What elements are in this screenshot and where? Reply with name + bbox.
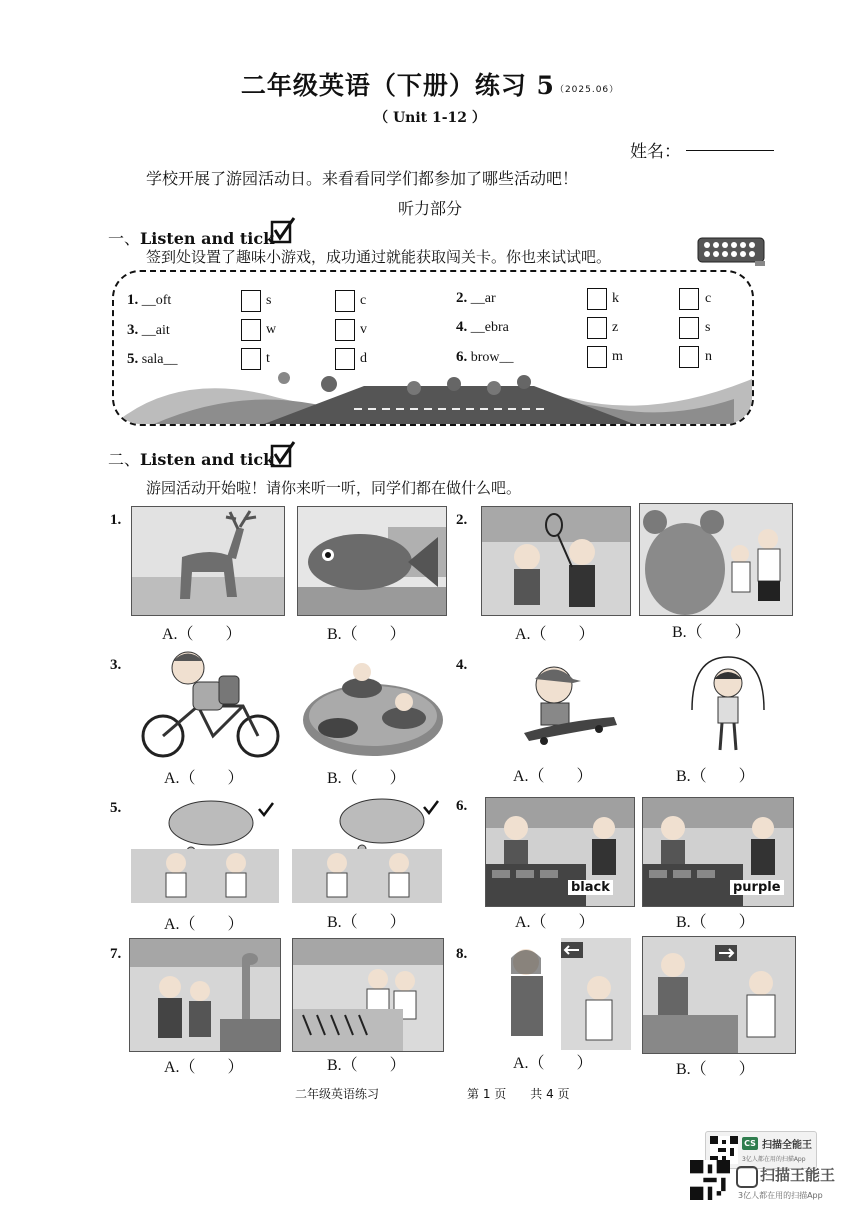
option-a-label[interactable]: A.（ ） (513, 768, 593, 785)
phonics-item-2: 2. __ar (456, 290, 496, 306)
option-b-label[interactable]: B.（ ） (327, 626, 406, 643)
section2-instruction: 游园活动开始啦！请你来听一听，同学们都在做什么吧。 (146, 479, 522, 497)
picture-deer-statue (131, 506, 285, 616)
label-black: black (568, 880, 613, 895)
checkbox-item2-b[interactable] (679, 288, 699, 310)
option-a-label[interactable]: A.（ ） (164, 770, 244, 787)
option-a-label[interactable]: A.（ ） (164, 916, 244, 933)
option-b-label[interactable]: B.（ ） (672, 624, 751, 641)
page-indicator: 第 1 页 共 4 页 (467, 1087, 570, 1101)
option-b-label[interactable]: B.（ ） (327, 770, 406, 787)
checkbox-item5-a[interactable] (241, 348, 261, 370)
picture-bumper-cars (302, 650, 444, 758)
option-letter: v (360, 322, 367, 337)
picture-teacher-right-sign (642, 936, 796, 1054)
pass-card-icon (697, 237, 767, 267)
option-a-label[interactable]: A.（ ） (515, 626, 595, 643)
qr-code-icon (690, 1160, 730, 1200)
option-a-label[interactable]: A.（ ） (515, 914, 595, 931)
question-number: 3. (110, 657, 122, 673)
footer-title: 二年级英语练习 (295, 1087, 380, 1101)
option-letter: c (360, 293, 367, 308)
picture-kids-thinking-b (292, 795, 442, 903)
phonics-item-6: 6. brow__ (456, 349, 514, 365)
option-letter: s (705, 320, 711, 335)
name-label: 姓名： (630, 142, 681, 162)
picture-boy-skateboard (499, 655, 624, 755)
option-b-label[interactable]: B.（ ） (327, 1057, 406, 1074)
picture-zebra-toys (292, 938, 444, 1052)
checkbox-item4-a[interactable] (587, 317, 607, 339)
option-letter: n (705, 349, 712, 364)
option-letter: z (612, 320, 619, 335)
option-b-label[interactable]: B.（ ） (327, 914, 406, 931)
checkbox-item5-b[interactable] (335, 348, 355, 370)
phonics-item-1: 1. __oft (127, 292, 172, 308)
picture-kids-thinking-a (131, 797, 279, 903)
option-a-label[interactable]: A.（ ） (164, 1059, 244, 1076)
checkbox-item6-a[interactable] (587, 346, 607, 368)
scanner-slogan: 3亿人都在用的扫描App (742, 1156, 806, 1163)
question-number: 5. (110, 800, 122, 816)
phonics-item-4: 4. __ebra (456, 319, 509, 335)
option-letter: t (266, 351, 270, 366)
option-letter: m (612, 349, 623, 364)
picture-fish-balloon (297, 506, 447, 616)
race-track-illustration (114, 364, 752, 424)
worksheet-title (0, 66, 860, 102)
tick-box-icon (270, 216, 296, 244)
checkbox-item2-a[interactable] (587, 288, 607, 310)
title-text: 二年级英语（下册）练习 5 (240, 71, 555, 100)
question-number: 1. (110, 512, 122, 528)
section2-heading (108, 447, 274, 470)
option-b-label[interactable]: B.（ ） (676, 1061, 755, 1078)
picture-kids-tennis (481, 506, 631, 616)
section2-title: Listen and tick (140, 450, 275, 469)
picture-boy-jump-rope (682, 655, 774, 760)
picture-bear-mascot (639, 503, 793, 616)
section1-number: 一、 (108, 229, 141, 248)
cs-logo: CS (742, 1137, 758, 1150)
scanner-brand: 扫描全能王 (762, 1140, 812, 1151)
checkbox-item3-a[interactable] (241, 319, 261, 341)
option-a-label[interactable]: A.（ ） (513, 1055, 593, 1072)
question-number: 4. (456, 657, 468, 673)
option-b-label[interactable]: B.（ ） (676, 768, 755, 785)
option-b-label[interactable]: B.（ ） (676, 914, 755, 931)
picture-boy-bike (133, 646, 285, 758)
scanner-slogan-large: 3亿人都在用的扫描App (738, 1191, 823, 1200)
tick-box-icon (270, 440, 296, 468)
phonics-item-3: 3. __ait (127, 322, 170, 338)
title-date: （2025.06） (554, 85, 620, 95)
checkbox-item6-b[interactable] (679, 346, 699, 368)
question-number: 2. (456, 512, 468, 528)
scanner-brand-large: 扫描王能王 (760, 1166, 836, 1184)
name-field[interactable] (686, 150, 774, 151)
question-number: 6. (456, 798, 468, 814)
phonics-game-box (112, 270, 754, 426)
listening-heading: 听力部分 (397, 199, 462, 218)
section1-instruction: 签到处设置了趣味小游戏，成功通过就能获取闯关卡。你也来试试吧。 (146, 248, 612, 266)
option-letter: c (705, 291, 712, 306)
question-number: 8. (456, 946, 468, 962)
option-letter: k (612, 291, 619, 306)
question-number: 7. (110, 946, 122, 962)
checkbox-item1-b[interactable] (335, 290, 355, 312)
checkbox-item4-b[interactable] (679, 317, 699, 339)
checkbox-item1-a[interactable] (241, 290, 261, 312)
picture-teacher-left-sign (481, 938, 631, 1050)
scanner-app-icon (736, 1166, 758, 1188)
phonics-item-5: 5. sala__ (127, 351, 178, 367)
unit-range: （ Unit 1-12 ） (374, 110, 486, 126)
option-letter: w (266, 322, 277, 337)
intro-text: 学校开展了游园活动日。来看看同学们都参加了哪些活动吧！ (146, 169, 579, 188)
option-letter: s (266, 293, 272, 308)
picture-giraffe-toys (129, 938, 281, 1052)
section2-number: 二、 (108, 450, 141, 469)
option-letter: d (360, 351, 367, 366)
label-purple: purple (730, 880, 784, 895)
section1-title: Listen and tick (140, 229, 275, 248)
checkbox-item3-b[interactable] (335, 319, 355, 341)
option-a-label[interactable]: A.（ ） (162, 626, 242, 643)
